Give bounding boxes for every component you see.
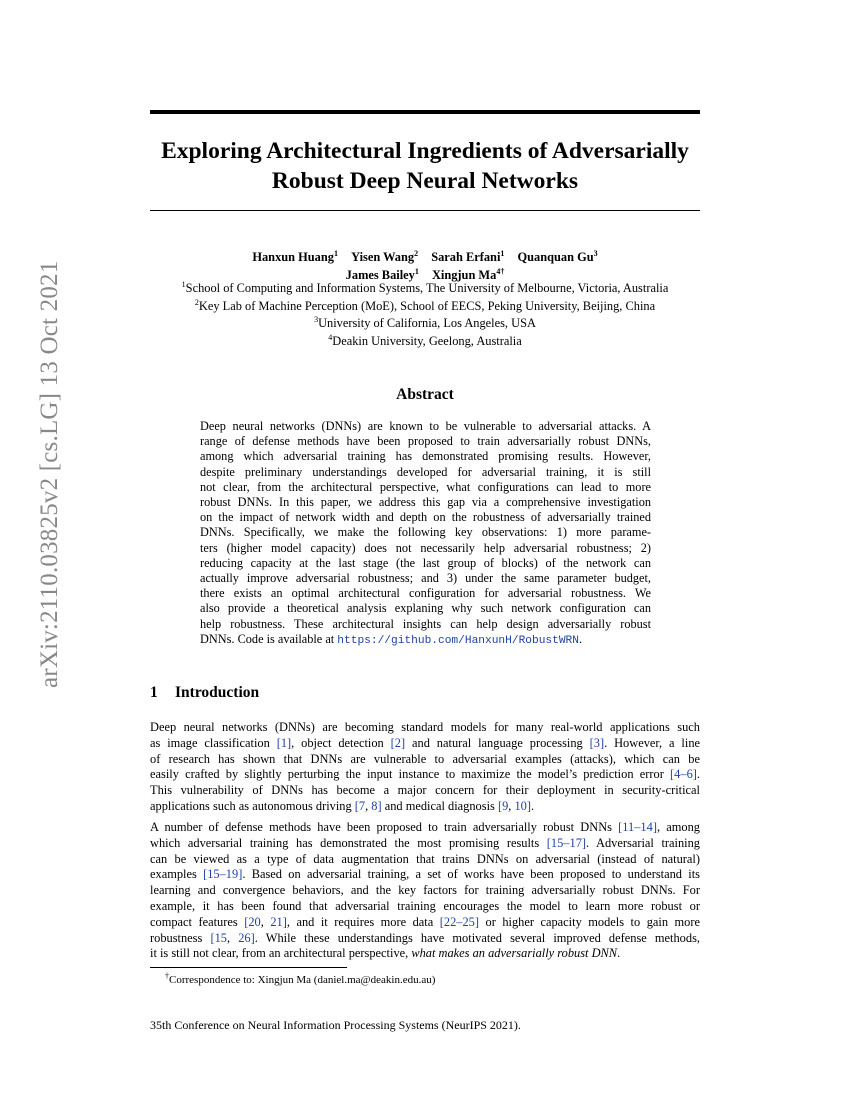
body-text: , bbox=[365, 798, 372, 813]
footnote bbox=[165, 973, 435, 987]
author-list bbox=[150, 249, 700, 284]
body-text: examples bbox=[150, 867, 204, 882]
body-text: , bbox=[508, 798, 515, 813]
citation-link[interactable]: [15 bbox=[210, 930, 227, 945]
author-affil-mark: 4† bbox=[496, 266, 505, 276]
text-line bbox=[150, 915, 700, 931]
abstract-line: DNNs. Specifically, we make the following key observations: 1) more parame- bbox=[200, 525, 651, 540]
abstract-line: among which adversarial training has demonstrated promising results. However, bbox=[200, 449, 651, 464]
text-line bbox=[150, 820, 700, 836]
citation-link[interactable]: 10] bbox=[514, 798, 531, 813]
text-line bbox=[150, 867, 700, 883]
title-line-1: Exploring Architectural Ingredients of Adversarially bbox=[161, 138, 689, 164]
footnote-mark: † bbox=[165, 971, 169, 981]
citation-link[interactable]: [2] bbox=[390, 735, 406, 750]
abstract-line: Deep neural networks (DNNs) are known to be vulnerable to adversarial attacks. A bbox=[200, 419, 651, 433]
citation-link[interactable]: [9 bbox=[497, 798, 509, 813]
section-number: 1 bbox=[150, 684, 158, 701]
body-text: it is still not clear, from an architectural perspective, bbox=[150, 946, 412, 961]
citation-link[interactable]: [4–6] bbox=[670, 767, 697, 782]
body-text: . Adversarial training bbox=[586, 835, 700, 850]
author bbox=[351, 250, 418, 264]
citation-link[interactable]: [22–25] bbox=[439, 914, 479, 929]
citation-link[interactable]: [7 bbox=[354, 798, 366, 813]
body-text: learning and convergence behaviors, and the key factors for training adversarially robust DNNs. For bbox=[150, 883, 700, 898]
code-link[interactable]: https://github.com/HanxunH/RobustWRN bbox=[337, 634, 579, 647]
abstract-heading: Abstract bbox=[396, 386, 454, 403]
text-line bbox=[150, 736, 700, 752]
conference-note: 35th Conference on Neural Information Processing Systems (NeurIPS 2021). bbox=[150, 1018, 521, 1032]
text-line bbox=[150, 720, 700, 736]
body-text: This vulnerability of DNNs has become a major concern for their deployment in security-critical bbox=[150, 783, 700, 798]
citation-link[interactable]: [15–19] bbox=[203, 867, 243, 882]
citation-link[interactable]: 8] bbox=[371, 798, 382, 813]
body-text: , bbox=[260, 914, 271, 929]
author-name: Hanxun Huang bbox=[252, 250, 334, 264]
affiliation bbox=[120, 333, 730, 351]
author-name: Quanquan Gu bbox=[517, 250, 594, 264]
affiliation-text: Key Lab of Machine Perception (MoE), School of EECS, Peking University, Beijing, China bbox=[198, 298, 656, 313]
section-title: Introduction bbox=[175, 684, 260, 701]
abstract-line bbox=[200, 632, 651, 649]
abstract-line: despite preliminary understandings developed for adversarial training, it is still bbox=[200, 464, 651, 479]
abstract-line: robust DNNs. In this paper, we address this gap via a comprehensive investigation bbox=[200, 495, 651, 510]
abstract-line: not clear, from the architectural perspective, what configurations can lead to more bbox=[200, 479, 651, 494]
affiliation-text: University of California, Los Angeles, USA bbox=[318, 316, 536, 330]
abstract-line: ters (higher model capacity) does not necessarily help adversarial robustness; 2) bbox=[200, 540, 651, 555]
body-text: Deep neural networks (DNNs) are becoming standard models for many real-world applications such bbox=[150, 720, 700, 734]
intro-paragraph-2 bbox=[150, 820, 700, 962]
body-text: . bbox=[617, 946, 621, 961]
footnote-text: Correspondence to: Xingjun Ma (daniel.ma@deakin.edu.au) bbox=[169, 974, 436, 986]
text-line bbox=[150, 836, 700, 852]
text-line bbox=[150, 946, 700, 962]
author-name: Xingjun Ma bbox=[431, 267, 497, 282]
body-text: , bbox=[226, 930, 239, 945]
body-text: applications such as autonomous driving bbox=[150, 798, 355, 813]
intro-paragraph-1 bbox=[150, 720, 700, 815]
body-text: and natural language processing bbox=[405, 735, 590, 750]
text-line bbox=[150, 852, 700, 868]
abstract-line: actually improve adversarial robustness; and 3) under the same parameter budget, bbox=[200, 571, 651, 586]
citation-link[interactable]: [3] bbox=[589, 735, 605, 750]
text-line bbox=[150, 799, 700, 815]
paper-title bbox=[150, 136, 700, 196]
abstract-line: also provide a theoretical analysis explaning why such network configuration can bbox=[200, 601, 651, 616]
citation-link[interactable]: [15–17] bbox=[546, 835, 587, 850]
abstract-line: on the impact of network width and depth on the robustness of adversarially trained bbox=[200, 510, 651, 525]
affiliation-mark: 3 bbox=[314, 314, 319, 324]
abstract-line: range of defense methods have been proposed to train adversarially robust DNNs, bbox=[200, 434, 651, 449]
section-heading bbox=[150, 684, 259, 702]
author-affil-mark: 2 bbox=[414, 248, 419, 258]
abstract-line: reducing capacity at the last stage (the last group of blocks) of the network can bbox=[200, 555, 651, 570]
body-text: compact features bbox=[150, 914, 245, 929]
body-text: . While these understandings have motivated several improved defense methods, bbox=[254, 930, 700, 945]
text-line bbox=[150, 783, 700, 799]
body-text: . bbox=[531, 798, 535, 813]
author-name: Sarah Erfani bbox=[431, 250, 501, 264]
author-affil-mark: 1 bbox=[333, 248, 338, 258]
affiliation bbox=[120, 280, 730, 298]
abstract-text: DNNs. Code is available at bbox=[200, 631, 338, 646]
body-text: robustness bbox=[150, 930, 211, 945]
affiliations bbox=[120, 280, 730, 350]
citation-link[interactable]: 26] bbox=[238, 930, 255, 945]
body-text: and medical diagnosis bbox=[381, 798, 498, 813]
citation-link[interactable]: [1] bbox=[276, 735, 292, 750]
affiliation-mark: 4 bbox=[328, 332, 333, 342]
title-bottom-rule bbox=[150, 210, 700, 211]
text-line bbox=[150, 767, 700, 783]
body-text: example, it has been found that adversarial training encourages the model to learn more robust or bbox=[150, 898, 700, 913]
body-text: , object detection bbox=[291, 735, 391, 750]
body-text: . However, a line bbox=[604, 735, 701, 750]
top-rule bbox=[150, 110, 700, 114]
author-affil-mark: 1 bbox=[500, 248, 505, 258]
body-text: easily crafted by slightly perturbing the input instance to maximize the model’s prediction error bbox=[150, 767, 671, 782]
text-line bbox=[150, 883, 700, 899]
affiliation-mark: 2 bbox=[194, 297, 199, 307]
author bbox=[252, 250, 338, 264]
affiliation bbox=[120, 315, 730, 333]
citation-link[interactable]: [20 bbox=[244, 914, 261, 929]
body-text: . bbox=[696, 767, 700, 782]
body-text: as image classification bbox=[150, 735, 277, 750]
title-line-2: Robust Deep Neural Networks bbox=[271, 168, 579, 194]
text-line bbox=[150, 931, 700, 947]
author bbox=[518, 250, 598, 264]
author-name: James Bailey bbox=[345, 267, 415, 282]
body-text: A number of defense methods have been proposed to train adversarially robust DNNs bbox=[150, 820, 619, 834]
author-name: Yisen Wang bbox=[351, 250, 415, 264]
body-text: of research has shown that DNNs are vulnerable to adversarial examples (attacks), which can be bbox=[150, 751, 700, 766]
affiliation-text: School of Computing and Information Systems, The University of Melbourne, Victoria, Australia bbox=[185, 281, 669, 295]
body-text: . Based on adversarial training, a set of works have been proposed to understand its bbox=[242, 867, 700, 882]
affiliation-text: Deakin University, Geelong, Australia bbox=[332, 333, 522, 348]
affiliation bbox=[120, 298, 730, 316]
text-line bbox=[150, 752, 700, 768]
emphasis-text: what makes an adversarially robust DNN bbox=[411, 946, 618, 961]
abstract-body bbox=[200, 419, 651, 649]
abstract-line: help robustness. These architectural insights can help design adversarially robust bbox=[200, 616, 651, 631]
text-line bbox=[150, 899, 700, 915]
footnote-rule bbox=[150, 967, 347, 968]
abstract-line: there exists an optimal architectural configuration for adversarial robustness. We bbox=[200, 586, 651, 601]
author bbox=[431, 250, 504, 264]
body-text: or higher capacity models to gain more bbox=[479, 914, 700, 929]
author-affil-mark: 1 bbox=[414, 266, 419, 276]
citation-link[interactable]: [11–14] bbox=[618, 820, 657, 834]
affiliation-mark: 1 bbox=[181, 279, 186, 289]
arxiv-stamp: arXiv:2110.03825v2 [cs.LG] 13 Oct 2021 bbox=[36, 260, 63, 688]
abstract-text: . bbox=[579, 631, 583, 646]
citation-link[interactable]: 21] bbox=[270, 914, 287, 929]
body-text: which adversarial training has demonstrated the most promising results bbox=[150, 835, 547, 850]
body-text: , among bbox=[656, 820, 700, 834]
body-text: , and it requires more data bbox=[286, 914, 440, 929]
author-affil-mark: 3 bbox=[593, 248, 598, 258]
author-row-1 bbox=[150, 249, 700, 267]
body-text: can be viewed as a type of data augmentation that trains DNNs on adversarial (instead of natural) bbox=[150, 851, 700, 866]
